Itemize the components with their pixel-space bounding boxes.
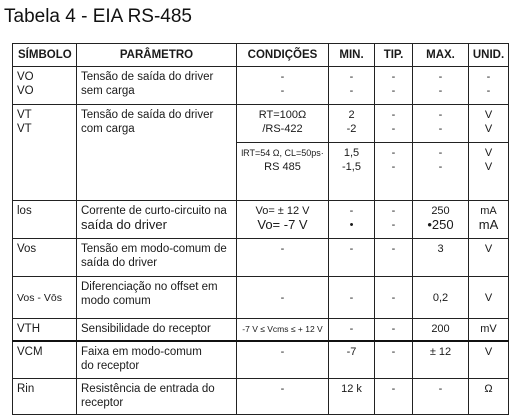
conditions-text: - <box>280 383 285 395</box>
cell-min <box>329 143 375 201</box>
conditions-text: -7 V ≤ Vcms ≤ + 12 V <box>242 324 323 335</box>
max-text: ± 12 <box>429 345 452 358</box>
cell-tip <box>375 341 413 379</box>
min-text: - <box>349 205 354 217</box>
cell-max <box>413 105 469 143</box>
parameter-text: Diferenciação no offset em <box>81 281 218 293</box>
min-text: - <box>349 71 354 83</box>
header-max: MAX. <box>413 44 469 67</box>
cell-max <box>413 319 469 341</box>
symbol-text: VCM <box>17 345 43 358</box>
cell-unit <box>469 341 509 379</box>
tip-text: - <box>391 219 396 231</box>
cell-symbol <box>13 201 77 239</box>
symbol-text: VO <box>17 85 34 97</box>
parameter-text: receptor <box>81 397 124 409</box>
parameter-text: Tensão de saída do driver <box>81 71 214 83</box>
unit-text: mA <box>478 217 499 232</box>
table-row <box>13 67 509 105</box>
parameter-text: do receptor <box>81 359 140 372</box>
cell-max <box>413 67 469 105</box>
unit-text: V <box>484 109 493 121</box>
cell-symbol <box>13 341 77 379</box>
parameter-text: Sensibilidade do receptor <box>81 323 211 336</box>
tip-text: - <box>391 291 396 304</box>
conditions-text: - <box>280 345 285 358</box>
cell-unit <box>469 67 509 105</box>
max-text: - <box>438 383 443 395</box>
parameter-text: saída do driver <box>81 217 167 232</box>
cell-tip <box>375 67 413 105</box>
cell-tip <box>375 239 413 277</box>
cell-max <box>413 379 469 415</box>
cell-tip <box>375 277 413 319</box>
unit-text: V <box>484 243 493 255</box>
max-text: - <box>438 161 443 173</box>
symbol-text: Rin <box>17 383 35 395</box>
unit-text: V <box>484 345 493 358</box>
cell-symbol <box>13 239 77 277</box>
parameter-text: Tensão de saída do driver <box>81 109 214 121</box>
cell-min <box>329 201 375 239</box>
cell-max <box>413 239 469 277</box>
table-row <box>13 239 509 277</box>
conditions-text: /RS-422 <box>262 123 303 135</box>
tip-text: - <box>391 383 396 395</box>
max-text: 3 <box>437 243 444 255</box>
tip-text: - <box>391 243 396 255</box>
min-text: -1,5 <box>342 161 361 173</box>
table-row <box>13 379 509 415</box>
parameter-text: com carga <box>81 123 135 135</box>
parameter-text: saída do driver <box>81 257 158 269</box>
cell-conditions <box>237 201 329 239</box>
header-simbolo: SÍMBOLO <box>13 44 77 67</box>
min-text: -2 <box>346 123 357 135</box>
conditions-text: - <box>280 85 285 97</box>
parameter-text: Faixa em modo-comum <box>81 345 202 358</box>
cell-symbol <box>13 67 77 105</box>
cell-unit <box>469 239 509 277</box>
cell-conditions <box>237 239 329 277</box>
min-text: - <box>349 323 354 336</box>
unit-text: mV <box>480 323 497 336</box>
max-text: - <box>438 147 443 159</box>
cell-tip <box>375 201 413 239</box>
rs485-spec-table <box>12 43 509 415</box>
header-condicoes: CONDIÇÕES <box>237 44 329 67</box>
min-text: 2 <box>348 109 355 121</box>
cell-parameter <box>77 105 237 201</box>
cell-min <box>329 341 375 379</box>
unit-text: - <box>486 71 491 83</box>
cell-conditions <box>237 143 329 201</box>
cell-conditions <box>237 341 329 379</box>
min-text: - <box>349 85 354 97</box>
tip-text: - <box>391 345 396 358</box>
parameter-text: modo comum <box>81 295 151 307</box>
min-text: 1,5 <box>343 147 360 159</box>
tip-text: - <box>391 85 396 97</box>
cell-min <box>329 105 375 143</box>
cell-parameter <box>77 67 237 105</box>
header-parametro: PARÂMETRO <box>77 44 237 67</box>
cell-min <box>329 239 375 277</box>
unit-text: V <box>484 291 493 304</box>
cell-min <box>329 67 375 105</box>
symbol-text: VTH <box>17 323 40 336</box>
min-text: -7 <box>346 345 357 358</box>
parameter-text: Corrente de curto-circuito na <box>81 205 227 217</box>
unit-text: V <box>484 147 493 159</box>
cell-min <box>329 277 375 319</box>
parameter-text: Tensão em modo-comum de <box>81 243 227 255</box>
symbol-text: VO <box>17 71 34 83</box>
max-text: - <box>438 109 443 121</box>
parameter-text: sem carga <box>81 85 135 97</box>
symbol-text: VT <box>17 109 32 121</box>
symbol-text: VT <box>17 123 32 135</box>
min-text: 12 k <box>341 383 362 395</box>
parameter-text: Resistência de entrada do <box>81 383 215 395</box>
cell-max <box>413 143 469 201</box>
conditions-text: RS 485 <box>264 161 301 173</box>
cell-conditions <box>237 277 329 319</box>
table-title: Tabela 4 - EIA RS-485 <box>4 6 192 27</box>
tip-text: - <box>391 109 396 121</box>
cell-parameter <box>77 277 237 319</box>
cell-unit <box>469 277 509 319</box>
tip-text: - <box>391 205 396 217</box>
cell-max <box>413 341 469 379</box>
cell-tip <box>375 105 413 143</box>
cell-parameter <box>77 239 237 277</box>
table-row <box>13 319 509 341</box>
cell-tip <box>375 379 413 415</box>
tip-text: - <box>391 123 396 135</box>
cell-unit <box>469 143 509 201</box>
cell-symbol <box>13 319 77 341</box>
cell-tip <box>375 143 413 201</box>
conditions-text: - <box>280 291 285 304</box>
cell-conditions <box>237 105 329 143</box>
table-row <box>13 201 509 239</box>
unit-text: - <box>486 85 491 97</box>
cell-parameter <box>77 319 237 341</box>
max-text: •250 <box>427 217 454 232</box>
conditions-text: Vo= ± 12 V <box>255 205 310 217</box>
max-text: 250 <box>431 205 450 217</box>
max-text: 200 <box>431 323 450 336</box>
conditions-text: - <box>280 243 285 255</box>
max-text: - <box>438 71 443 83</box>
table-row <box>13 105 509 143</box>
max-text: - <box>438 123 443 135</box>
min-text: - <box>349 243 354 255</box>
cell-conditions <box>237 67 329 105</box>
cell-conditions <box>237 319 329 341</box>
cell-unit <box>469 379 509 415</box>
max-text: - <box>438 85 443 97</box>
header-unid: UNID. <box>469 44 509 67</box>
table-row <box>13 341 509 379</box>
conditions-text: - <box>280 71 285 83</box>
header-tip: TIP. <box>375 44 413 67</box>
unit-text: mA <box>480 205 497 217</box>
unit-text: Ω <box>484 383 493 395</box>
cell-unit <box>469 105 509 143</box>
tip-text: - <box>391 323 396 336</box>
header-row <box>13 44 509 67</box>
header-min: MIN. <box>329 44 375 67</box>
tip-text: - <box>391 161 396 173</box>
cell-parameter <box>77 341 237 379</box>
tip-text: - <box>391 71 396 83</box>
conditions-text: lRT=54 Ω, CL=50ps· <box>241 148 324 158</box>
cell-conditions <box>237 379 329 415</box>
conditions-text: Vo= -7 V <box>257 217 308 232</box>
unit-text: V <box>484 123 493 135</box>
cell-unit <box>469 201 509 239</box>
min-text: • <box>349 219 354 231</box>
table-row <box>13 277 509 319</box>
min-text: - <box>349 291 354 304</box>
tip-text: - <box>391 147 396 159</box>
cell-max <box>413 277 469 319</box>
cell-unit <box>469 319 509 341</box>
cell-parameter <box>77 201 237 239</box>
cell-symbol <box>13 277 77 319</box>
max-text: 0,2 <box>432 291 449 304</box>
cell-symbol <box>13 379 77 415</box>
cell-parameter <box>77 379 237 415</box>
symbol-text: Vos - Vōs <box>17 291 62 304</box>
cell-min <box>329 319 375 341</box>
cell-tip <box>375 319 413 341</box>
symbol-text: los <box>17 205 32 217</box>
symbol-text: Vos <box>17 243 37 255</box>
conditions-text: RT=100Ω <box>258 109 307 121</box>
cell-max <box>413 201 469 239</box>
cell-min <box>329 379 375 415</box>
cell-symbol <box>13 105 77 201</box>
unit-text: V <box>484 161 493 173</box>
